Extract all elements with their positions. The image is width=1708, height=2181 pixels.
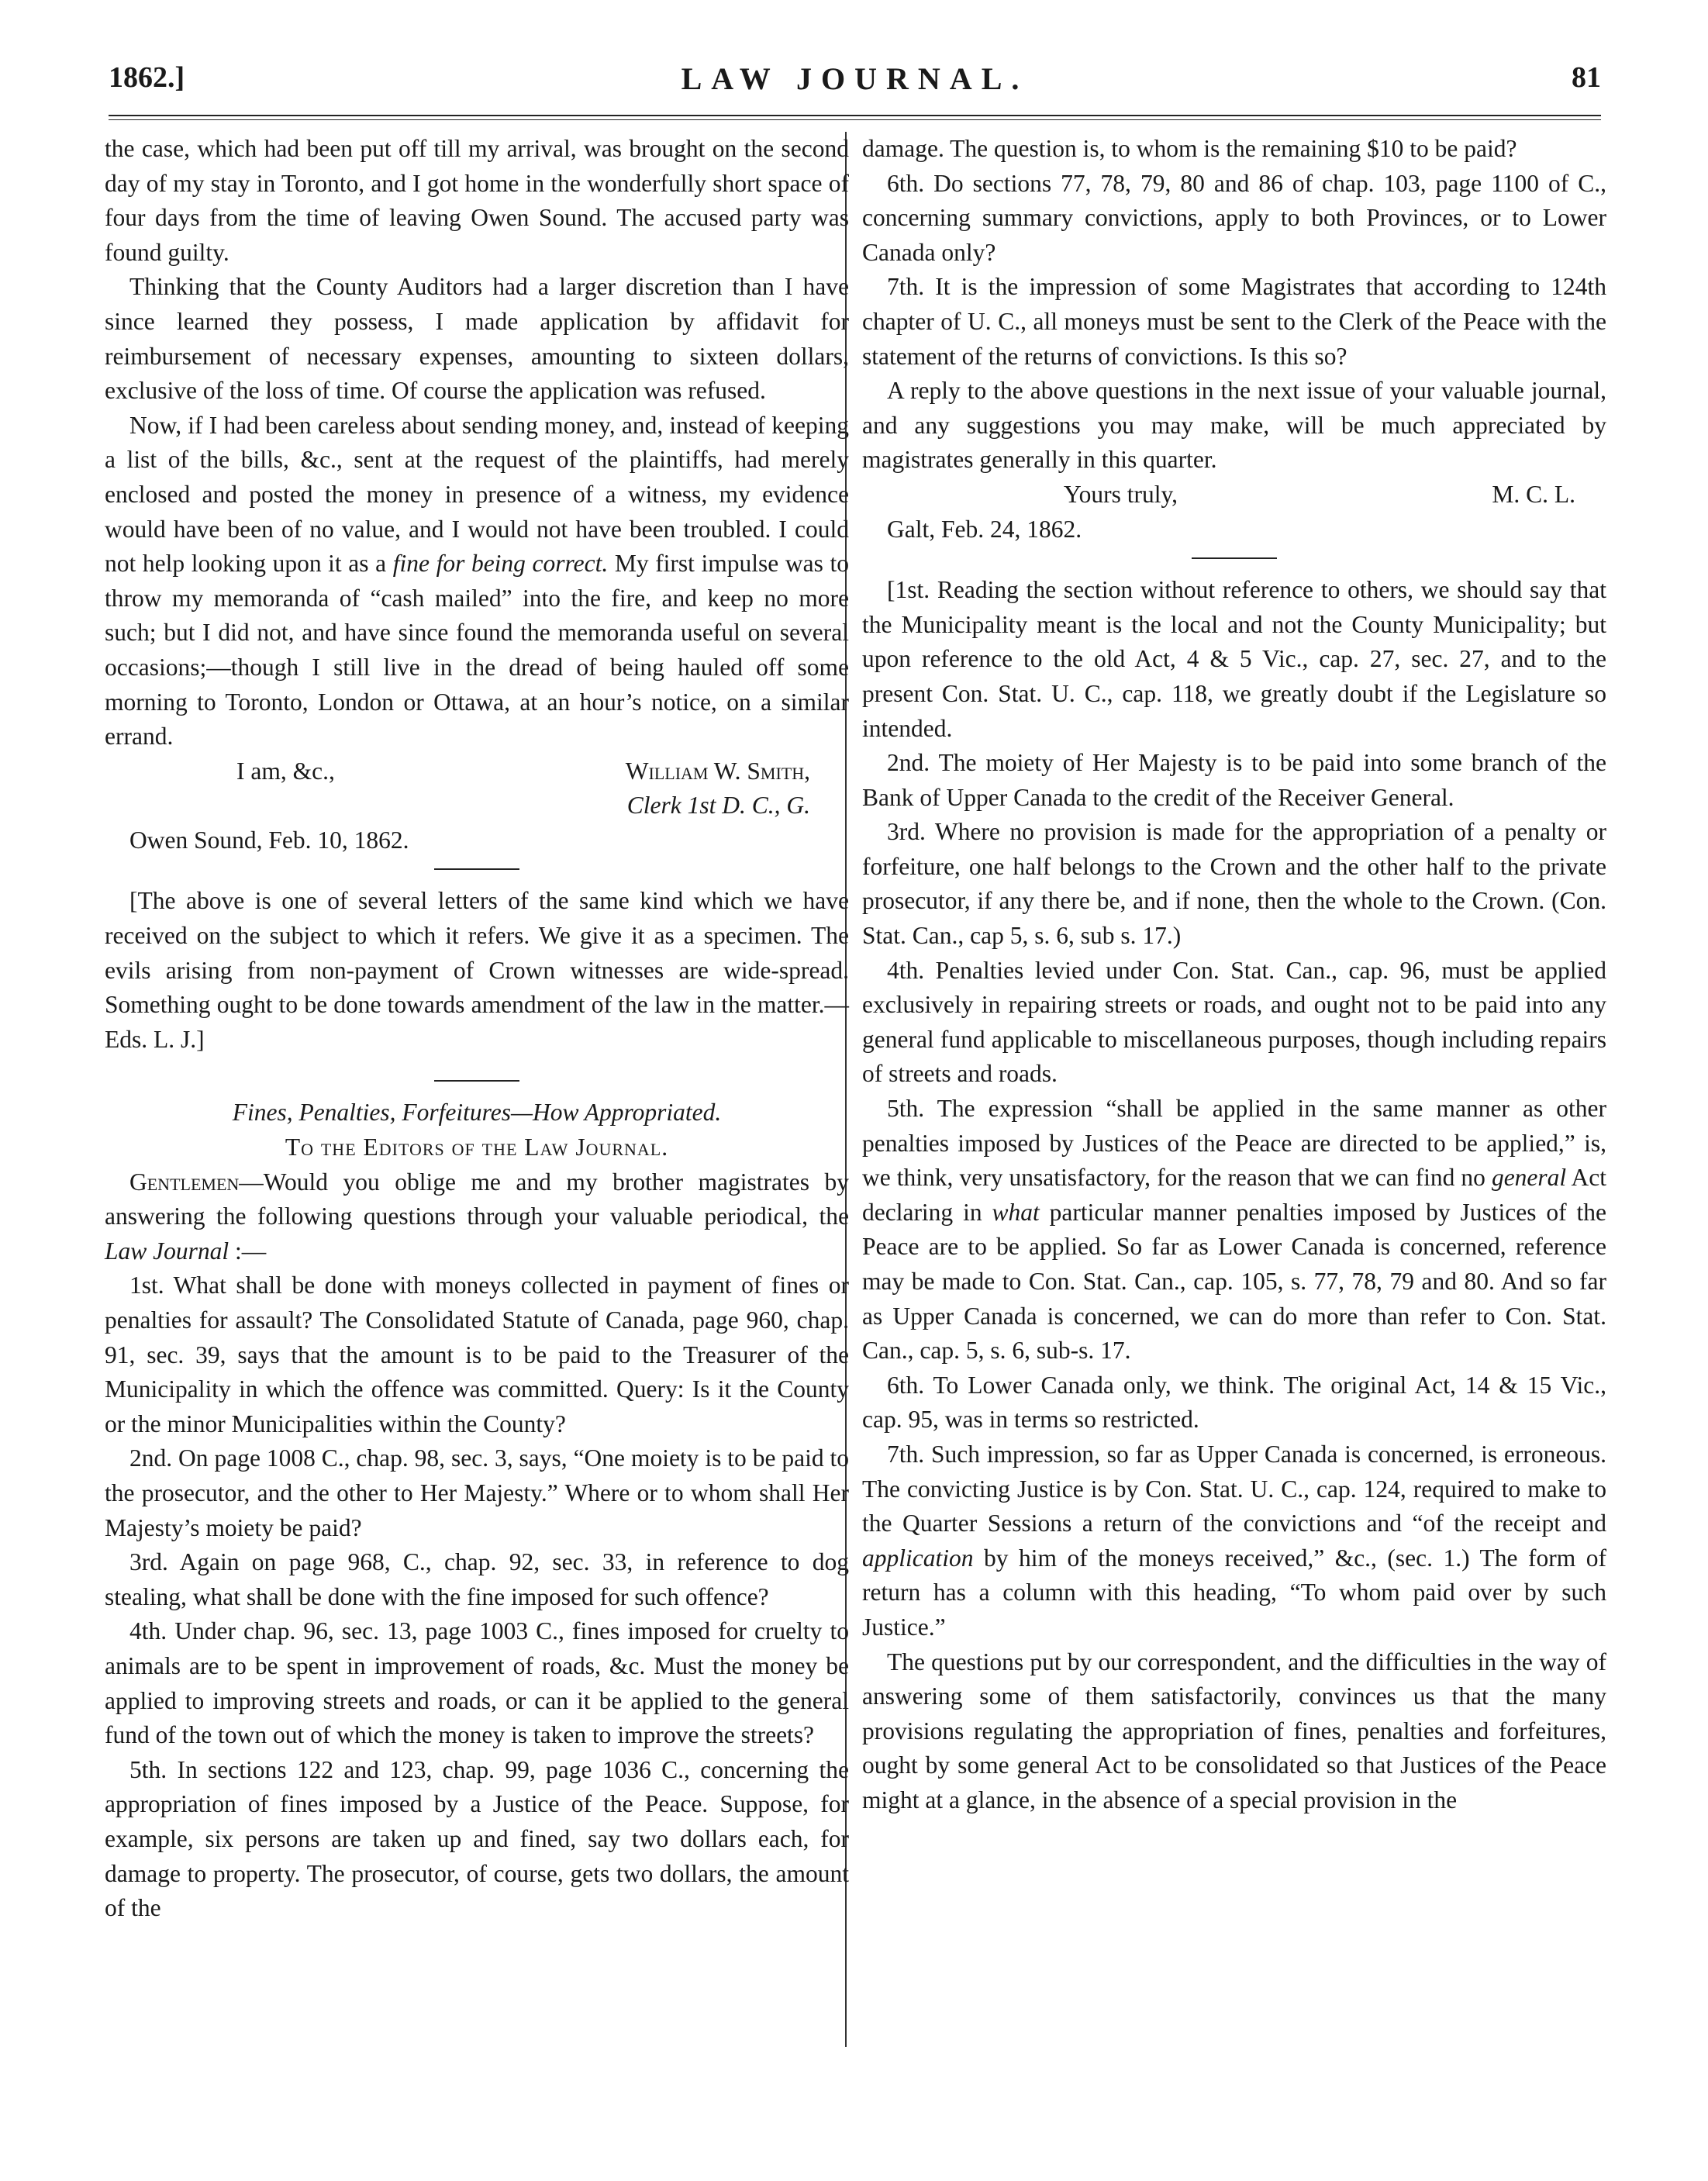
letter-paragraph xyxy=(105,409,849,754)
closing-salutation: I am, &c., xyxy=(236,757,335,785)
text-run: Act declaring in xyxy=(862,1164,1606,1226)
question-paragraph: 2nd. On page 1008 C., chap. 98, sec. 3, says, “One moiety is to be paid to the prosecutor, and the other to Her Majesty.” Where or to whom shall Her Majesty’s moiety be paid? xyxy=(105,1444,849,1541)
article-heading: Fines, Penalties, Forfeitures—How Appropriated. xyxy=(232,1099,722,1127)
page-header xyxy=(109,60,1601,115)
signature-line xyxy=(105,754,849,789)
italic-run: general xyxy=(1491,1164,1567,1192)
right-column xyxy=(862,132,1606,1818)
answer-paragraph: [1st. Reading the section without reference to others, we should say that the Municipality meant is the local and not the County Municipality; but upon reference to the old Act, 4 & 5 Vic., cap. 27, sec. 27, and to the present Con. Stat. U. C., cap. 118, we greatly doubt if the Legislature so intended. xyxy=(862,576,1606,742)
salutation: Gentlemen xyxy=(129,1168,240,1196)
left-column xyxy=(105,132,849,1926)
closing-salutation: Yours truly, xyxy=(1064,480,1178,508)
letter-place-date: Galt, Feb. 24, 1862. xyxy=(887,515,1082,543)
article-addressee: To the Editors of the Law Journal. xyxy=(285,1134,669,1161)
journal-title: LAW JOURNAL. xyxy=(681,61,1029,96)
page-number: 81 xyxy=(1572,61,1601,94)
section-rule xyxy=(1192,557,1277,559)
question-paragraph: 3rd. Again on page 968, C., chap. 92, sec. 33, in reference to dog stealing, what shall be done with the fine imposed for such offence? xyxy=(105,1548,849,1610)
letter-place-date: Owen Sound, Feb. 10, 1862. xyxy=(129,826,409,854)
letter-paragraph: Thinking that the County Auditors had a larger discretion than I have since learned they possess, I made application by affidavit for reimbursement of necessary expenses, amounting to sixteen dollars, exclusive of the loss of time. Of course the application was refused. xyxy=(105,273,849,405)
italic-run: what xyxy=(992,1198,1040,1226)
letter-paragraph xyxy=(105,1165,849,1269)
text-run: My first impulse was to throw my memoranda of “cash mailed” into the fire, and keep no more such; but I did not, and have since found the memoranda useful on several occasions;—though I still live in the dread of being hauled off some morning to Toronto, London or Ottawa, at an hour’s notice, on a similar errand. xyxy=(105,550,849,751)
question-paragraph: 5th. In sections 122 and 123, chap. 99, page 1036 C., concerning the appropriation of fines imposed by a Justice of the Peace. Suppose, for example, six persons are taken up and fined, say two dollars each, for damage to property. The prosecutor, of course, gets two dollars, the amount of the xyxy=(105,1755,849,1922)
answer-paragraph: 6th. To Lower Canada only, we think. The original Act, 14 & 15 Vic., cap. 95, was in terms so restricted. xyxy=(862,1371,1606,1434)
italic-run: fine for being correct. xyxy=(392,550,609,578)
signer-title: Clerk 1st D. C., G. xyxy=(626,792,810,820)
letter-paragraph: A reply to the above questions in the next issue of your valuable journal, and any suggestions you may make, will be much appreciated by magistrates generally in this quarter. xyxy=(862,377,1606,474)
answer-paragraph xyxy=(862,1437,1606,1645)
answer-paragraph: 4th. Penalties levied under Con. Stat. Can., cap. 96, must be applied exclusively in repairing streets or roads, and ought not to be paid into any general fund applicable to miscellaneous purposes, though including repairs of streets and roads. xyxy=(862,956,1606,1088)
question-paragraph: 7th. It is the impression of some Magistrates that according to 124th chapter of U. C., all moneys must be sent to the Clerk of the Peace with the statement of the returns of convictions. Is this so? xyxy=(862,273,1606,370)
text-run: 5th. The expression “shall be applied in the same manner as other penalties imposed by Justices of the Peace are directed to be applied,” is, we think, very unsatisfactory, for the reason that we can find no xyxy=(862,1095,1606,1192)
signature-line xyxy=(862,478,1606,512)
text-run: 7th. Such impression, so far as Upper Canada is concerned, is erroneous. The convicting Justice is by Con. Stat. U. C., cap. 124, required to make to the Quarter Sessions a return of the convictions and “of the receipt and xyxy=(862,1440,1606,1537)
signer-name: William W. Smith, xyxy=(625,757,810,785)
closing-paragraph: The questions put by our correspondent, and the difficulties in the way of answering some of them satisfactorily, convinces us that the many provisions regulating the appropriation of fines, penalties and forfeitures, ought by some general Act to be consolidated so that Justices of the Peace might at a glance, in the absence of a special provision in the xyxy=(862,1648,1606,1813)
answer-paragraph: 2nd. The moiety of Her Majesty is to be paid into some branch of the Bank of Upper Canada to the credit of the Receiver General. xyxy=(862,749,1606,811)
question-paragraph: damage. The question is, to whom is the remaining $10 to be paid? xyxy=(862,135,1517,162)
question-paragraph: 4th. Under chap. 96, sec. 13, page 1003 C., fines imposed for cruelty to animals are to be spent in improvement of roads, &c. Must the money be applied to improving streets and roads, or can it be applied to the general fund of the town out of which the money is taken to improve the streets? xyxy=(105,1617,849,1749)
answer-paragraph xyxy=(862,1092,1606,1368)
text-run: —Would you oblige me and my brother magistrates by answering the following questions through your valuable periodical, the xyxy=(105,1168,849,1230)
editor-note: [The above is one of several letters of the same kind which we have received on the subject to which it refers. We give it as a specimen. The evils arising from non-payment of Crown witnesses are wide-spread. Something ought to be done towards amendment of the law in the matter.—Eds. L. J.] xyxy=(105,887,849,1053)
text-run: particular manner penalties imposed by Justices of the Peace are to be applied. So far as Lower Canada is concerned, reference may be made to Con. Stat. Can., cap. 105, s. 77, 78, 79 and 80. And so far as Upper Canada is concerned, we can do more than refer to Con. Stat. Can., cap. 5, s. 6, sub-s. 17. xyxy=(862,1198,1606,1365)
answer-paragraph: 3rd. Where no provision is made for the appropriation of a penalty or forfeiture, one half belongs to the Crown and the other half to the private prosecutor, if any there be, and if none, then the whole to the Crown. (Con. Stat. Can., cap 5, s. 6, sub s. 17.) xyxy=(862,818,1606,950)
header-year: 1862.] xyxy=(109,61,185,94)
signer-initials: M. C. L. xyxy=(1492,480,1575,508)
question-paragraph: 6th. Do sections 77, 78, 79, 80 and 86 of chap. 103, page 1100 of C., concerning summary convictions, apply to both Provinces, or to Lower Canada only? xyxy=(862,169,1606,266)
italic-run: application xyxy=(862,1544,974,1572)
section-rule xyxy=(434,868,519,870)
italic-run: Law Journal xyxy=(105,1237,229,1265)
text-run: by him of the moneys received,” &c., (sec. 1.) The form of return has a column with this heading, “To whom paid over by such Justice.” xyxy=(862,1544,1606,1641)
letter-paragraph: the case, which had been put off till my arrival, was brought on the second day of my stay in Toronto, and I got home in the wonderfully short space of four days from the time of leaving Owen Sound. The accused party was found guilty. xyxy=(105,135,849,266)
text-run: :— xyxy=(229,1237,267,1265)
header-rule xyxy=(109,115,1601,120)
question-paragraph: 1st. What shall be done with moneys collected in payment of fines or penalties for assault? The Consolidated Statute of Canada, page 960, chap. 91, sec. 39, says that the amount is to be paid to the Treasurer of the Municipality in which the offence was committed. Query: Is it the County or the minor Municipalities within the County? xyxy=(105,1272,849,1437)
section-rule xyxy=(434,1080,519,1082)
text-run: Now, if I had been careless about sending money, and, instead of keeping a list of the bills, &c., sent at the request of the plaintiffs, had merely enclosed and posted the money in presence of a witness, my evidence would have been of no value, and I would not have been troubled. I could not help looking upon it as a xyxy=(105,411,849,578)
